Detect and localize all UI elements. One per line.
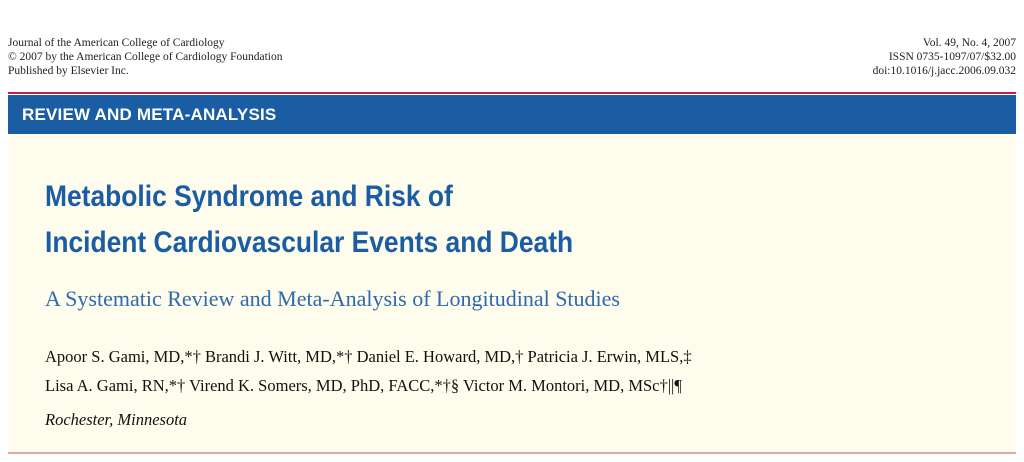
journal-info: [8, 36, 282, 78]
affiliation: Rochester, Minnesota: [45, 410, 188, 429]
issn-line: ISSN 0735-1097/07/$32.00: [888, 51, 1016, 63]
bottom-divider: [8, 452, 1016, 454]
author-list: [45, 342, 692, 400]
title-line-1: Metabolic Syndrome and Risk of: [45, 180, 453, 213]
journal-name: Journal of the American College of Cardiology: [8, 37, 225, 49]
section-label: REVIEW AND META-ANALYSIS: [22, 105, 277, 124]
author-line-2: Lisa A. Gami, RN,*† Virend K. Somers, MD, PhD, FACC,*†§ Victor M. Montori, MD, MSc†||¶: [45, 376, 682, 395]
volume-line: Vol. 49, No. 4, 2007: [922, 37, 1016, 49]
author-line-1: Apoor S. Gami, MD,*† Brandi J. Witt, MD,*† Daniel E. Howard, MD,† Patricia J. Erwin, MLS,‡: [45, 347, 692, 366]
section-banner: [8, 95, 1016, 134]
doi-line: doi:10.1016/j.jacc.2006.09.032: [872, 65, 1016, 77]
copyright-line: © 2007 by the American College of Cardiology Foundation: [8, 51, 283, 63]
article-subtitle: A Systematic Review and Meta-Analysis of Longitudinal Studies: [45, 286, 620, 311]
article-title: [45, 174, 573, 266]
header-divider: [8, 92, 1016, 94]
issue-info: [873, 36, 1016, 78]
title-line-2: Incident Cardiovascular Events and Death: [45, 226, 574, 259]
article-heading-panel: [8, 134, 1016, 452]
publisher-line: Published by Elsevier Inc.: [8, 65, 129, 77]
journal-header: [8, 36, 1016, 86]
